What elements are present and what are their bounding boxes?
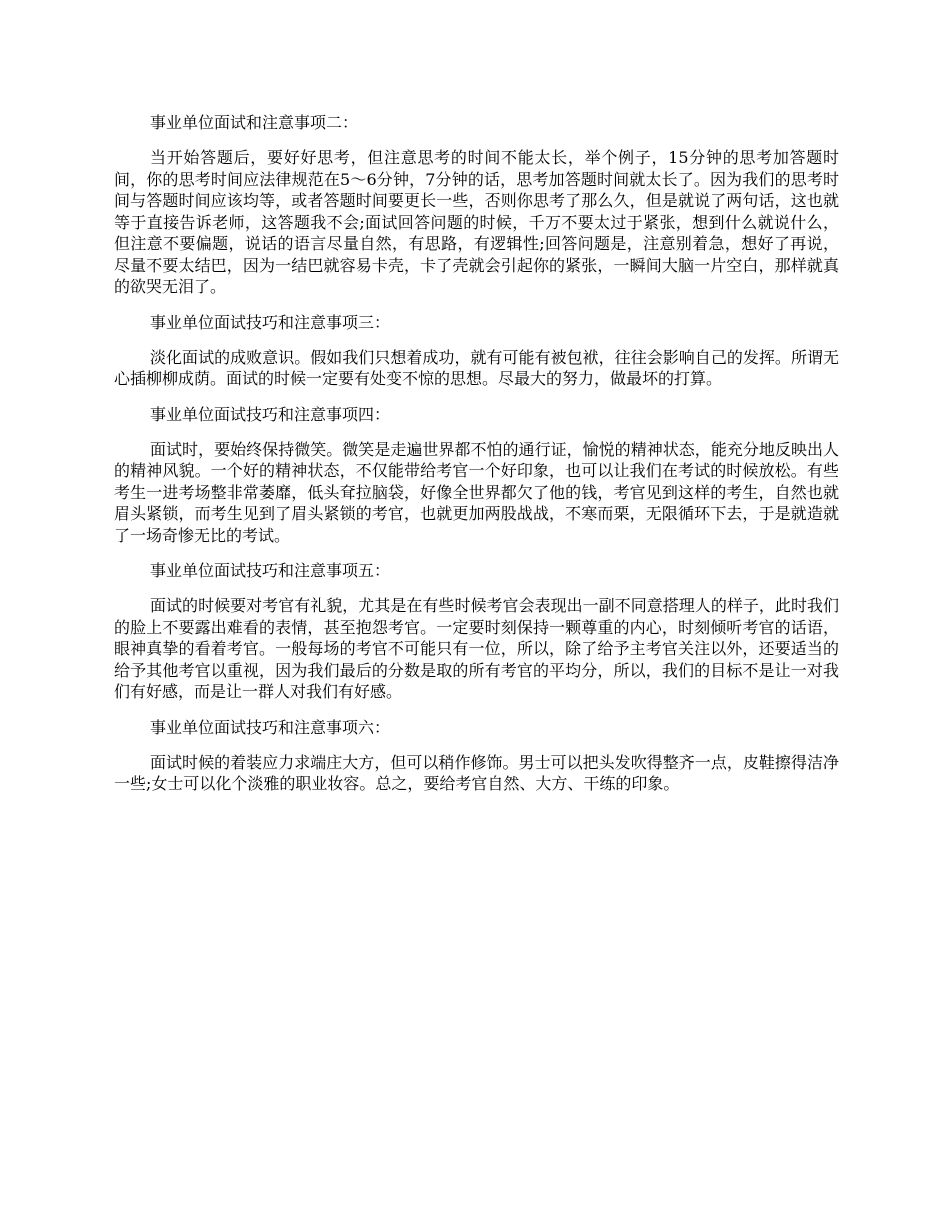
section-paragraph: 当开始答题后，要好好思考，但注意思考的时间不能太长，举个例子，15分钟的思考加答题时间，你的思考时间应法律规范在5～6分钟，7分钟的话，思考加答题时间就太长了。因为我们的思考时间与答题时间应该均等，或者答题时间要更长一些，否则你思考了那么久，但是就说了两句话，这也就等于直接告诉老师，这答题我不会;面试回答问题的时候，千万不要太过于紧张，想到什么就说什么，但注意不要偏题，说话的语言尽量自然，有思路，有逻辑性;回答问题是，注意别着急，想好了再说，尽量不要太结巴，因为一结巴就容易卡壳，卡了壳就会引起你的紧张，一瞬间大脑一片空白，那样就真的欲哭无泪了。 [114, 148, 839, 296]
section-paragraph: 面试时，要始终保持微笑。微笑是走遍世界都不怕的通行证，愉悦的精神状态，能充分地反映出人的精神风貌。一个好的精神状态，不仅能带给考官一个好印象，也可以让我们在考试的时候放松。有些考生一进考场整非常萎靡，低头耷拉脑袋，好像全世界都欠了他的钱，考官见到这样的考生，自然也就眉头紧锁，而考生见到了眉头紧锁的考官，也就更加两股战战，不寒而栗，无限循环下去，于是就造就了一场奇惨无比的考试。 [114, 439, 839, 545]
section-heading: 事业单位面试技巧和注意事项三： [150, 312, 391, 332]
section-heading: 事业单位面试技巧和注意事项四： [150, 404, 391, 424]
section-heading: 事业单位面试技巧和注意事项五： [150, 561, 391, 580]
section-paragraph: 面试的时候要对考官有礼貌，尤其是在有些时候考官会表现出一副不同意搭理人的样子，此时我们的脸上不要露出难看的表情，甚至抱怨考官。一定要时刻保持一颗尊重的内心，时刻倾听考官的话语，眼神真挚的看着考官。一般每场的考官不可能只有一位，所以，除了给予主考官关注以外，还要适当的给予其他考官以重视，因为我们最后的分数是取的所有考官的平均分，所以，我们的目标不是让一对我们有好感，而是让一群人对我们有好感。 [114, 596, 839, 701]
document-page [114, 112, 839, 809]
section-paragraph: 面试时候的着装应力求端庄大方，但可以稍作修饰。男士可以把头发吹得整齐一点，皮鞋擦得洁净一些;女士可以化个淡雅的职业妆容。总之，要给考官自然、大方、干练的印象。 [114, 752, 839, 793]
section-heading: 事业单位面试和注意事项二： [150, 113, 359, 132]
section-heading: 事业单位面试技巧和注意事项六： [150, 717, 391, 737]
section-paragraph: 淡化面试的成败意识。假如我们只想着成功，就有可能有被包袱，往往会影响自己的发挥。所谓无心插柳柳成荫。面试的时候一定要有处变不惊的思想。尽最大的努力，做最坏的打算。 [114, 347, 839, 388]
